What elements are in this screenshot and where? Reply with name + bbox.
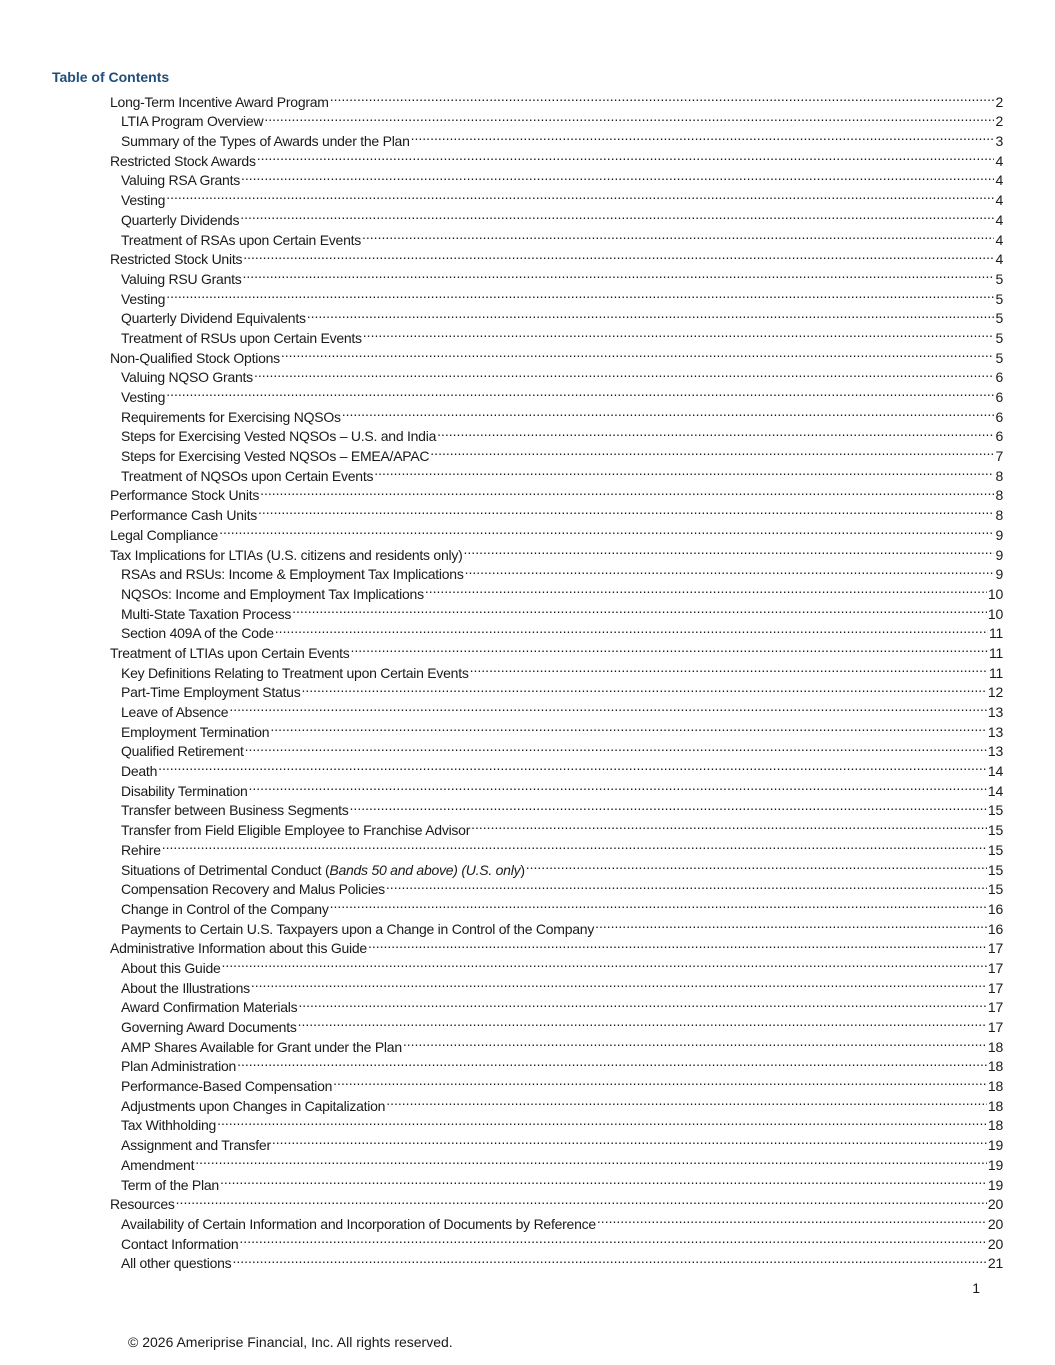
dot-leader [464,540,995,560]
dot-leader [219,520,994,540]
dot-leader [292,599,987,619]
toc-page-number: 6 [995,408,1003,425]
toc-page-number: 13 [987,704,1003,720]
dot-leader [425,579,987,599]
toc-page-number: 17 [987,940,1003,957]
toc-page-number: 5 [995,349,1003,366]
dot-leader [470,658,988,678]
dot-leader [471,815,987,835]
toc-entry-title: Administrative Information about this Guide [110,940,367,957]
dot-leader [272,1130,987,1150]
toc-entry-title: Valuing NQSO Grants [121,369,253,386]
toc-entry-title: Quarterly Dividends [121,211,240,228]
dot-leader [342,402,995,422]
dot-leader [374,461,994,481]
toc-entry-title: Valuing RSU Grants [121,270,242,287]
toc-page-number: 17 [987,999,1003,1016]
toc-entry-title: Vesting [121,290,166,307]
toc-entry-title: Death [121,763,158,780]
dot-leader [260,481,994,501]
dot-leader [298,1012,987,1032]
toc-page-number: 18 [987,1058,1003,1075]
toc-entry-title: Summary of the Types of Awards under the Plan [121,133,410,150]
toc-entry-title: Vesting [121,389,166,405]
toc-entry-title: Part-Time Employment Status [121,684,301,701]
toc-page-number: 14 [987,782,1003,799]
toc-entry-title: Contact Information [121,1235,239,1252]
toc-entry-title: Plan Administration [121,1058,237,1075]
toc-page-number: 5 [995,290,1003,307]
toc-entry-title: Performance Cash Units [110,507,258,524]
dot-leader [166,284,994,304]
dot-leader [351,638,988,658]
toc-page-number: 19 [987,1137,1003,1154]
toc-page-number: 10 [987,585,1003,602]
dot-leader [251,973,987,993]
toc-entry-title: Award Confirmation Materials [121,999,298,1016]
toc-entry-title: Legal Compliance [110,526,219,543]
dot-leader [254,363,995,383]
dot-leader [243,245,994,265]
toc-entry-title: Transfer from Field Eligible Employee to Franchise Advisor [121,822,471,839]
toc-entry-title: Availability of Certain Information and Incorporation of Documents by Reference [121,1215,596,1232]
toc-entry-title: Performance Stock Units [110,487,260,504]
toc-page-number: 2 [995,113,1003,130]
toc-page-number: 11 [988,664,1003,681]
toc-entry-title: Disability Termination [121,782,248,799]
toc-page-number: 4 [995,192,1003,209]
toc-entry-title: Qualified Retirement [121,743,244,760]
toc-page-number: 8 [995,487,1003,504]
toc-entry-title: Key Definitions Relating to Treatment upon Certain Events [121,664,469,681]
toc-page-number: 17 [987,1019,1003,1035]
dot-leader [258,500,994,520]
toc-entry-title: RSAs and RSUs: Income & Employment Tax Implications [121,566,464,583]
toc-entry-title: Situations of Detrimental Conduct (Bands 50 and above) (U.S. only) [121,861,525,878]
toc-title: Table of Contents [52,69,170,85]
toc-entry-title: Resources [110,1196,175,1213]
toc-entry-title: Steps for Exercising Vested NQSOs – EMEA/APAC [121,448,430,465]
dot-leader [281,343,995,363]
toc-entry-title: Valuing RSA Grants [121,172,240,189]
page-number: 1 [972,1280,980,1296]
dot-leader [243,264,995,284]
toc-entry-title: Term of the Plan [121,1176,219,1193]
toc-page-number: 18 [987,1078,1003,1095]
toc-page-number: 15 [987,881,1003,898]
dot-leader [239,1229,987,1249]
toc-page-number: 20 [987,1215,1003,1232]
dot-leader [430,441,994,461]
dot-leader [158,756,987,776]
toc-page-number: 15 [987,861,1003,878]
dot-leader [162,835,987,855]
dot-leader [264,107,994,127]
toc-entry-title: AMP Shares Available for Grant under the Plan [121,1038,402,1055]
toc-section-link[interactable] [0,87,1055,110]
toc-page-number: 11 [988,625,1003,642]
toc-page-number: 5 [995,270,1003,287]
toc-page-number: 8 [995,507,1003,524]
dot-leader [437,422,994,442]
toc-page-number: 21 [987,1255,1003,1272]
toc-entry-title: LTIA Program Overview [121,113,264,130]
toc-page-number: 14 [987,763,1003,780]
dot-leader [403,1032,987,1052]
toc-entry-title: Section 409A of the Code [121,625,274,642]
toc-page-number: 17 [987,959,1003,976]
dot-leader [526,855,987,875]
toc-page-number: 5 [995,329,1003,346]
toc-page-number: 13 [987,723,1003,740]
toc-entry-title: Multi-State Taxation Process [121,605,292,622]
dot-leader [595,914,987,934]
toc-page-number: 4 [995,211,1003,228]
dot-leader [386,1091,987,1111]
dot-leader [307,304,995,324]
dot-leader [166,185,994,205]
dot-leader [245,737,987,757]
toc-entry-title: Amendment [121,1156,195,1173]
toc-entry-title: Governing Award Documents [121,1019,297,1035]
dot-leader [465,560,995,580]
toc-entry-title: About this Guide [121,959,221,976]
toc-page-number: 12 [987,684,1003,701]
toc-page-number: 7 [995,448,1003,465]
dot-leader [298,993,987,1013]
toc-page-number: 6 [995,389,1003,405]
dot-leader [176,1190,987,1210]
toc-entry-title: Restricted Stock Units [110,251,243,268]
toc-page-number: 13 [987,743,1003,760]
toc-entry-title: Change in Control of the Company [121,900,329,917]
dot-leader [386,875,987,895]
toc-entry-title: Transfer between Business Segments [121,802,349,819]
toc-entry-title: Tax Withholding [121,1117,217,1134]
toc-entry-title: About the Illustrations [121,979,250,996]
dot-leader [330,87,995,107]
dot-leader [363,323,995,343]
dot-leader [270,717,987,737]
toc-entry-title: Treatment of RSUs upon Certain Events [121,329,362,346]
toc-page-number: 9 [995,526,1003,543]
toc-page-number: 19 [987,1176,1003,1193]
toc-entry-title: Restricted Stock Awards [110,152,256,169]
toc-entry-title: Quarterly Dividend Equivalents [121,310,306,327]
toc-entry-title: Performance-Based Compensation [121,1078,333,1095]
dot-leader [166,382,994,402]
toc-page-number: 3 [995,133,1003,150]
toc-page-number: 15 [987,841,1003,858]
dot-leader [232,1249,986,1269]
toc-entry-title: All other questions [121,1255,232,1272]
toc-page-number: 6 [995,369,1003,386]
toc-entry-title: Treatment of NQSOs upon Certain Events [121,467,374,484]
toc-page-number: 19 [987,1156,1003,1173]
dot-leader [368,934,987,954]
dot-leader [195,1150,987,1170]
toc-page-number: 16 [987,920,1003,937]
dot-leader [257,146,995,166]
toc-page-number: 18 [987,1097,1003,1114]
dot-leader [249,776,987,796]
dot-leader [275,619,988,639]
toc-entry-title: Long-Term Incentive Award Program [110,93,329,110]
toc-page-number: 6 [995,428,1003,445]
toc-page-number: 9 [995,566,1003,583]
dot-leader [411,126,995,146]
toc-entry-title: Assignment and Transfer [121,1137,271,1154]
toc-entry-title: Vesting [121,192,166,209]
toc-page-number: 10 [987,605,1003,622]
toc-page-number: 17 [987,979,1003,996]
dot-leader [330,894,987,914]
toc-page-number: 2 [995,93,1003,110]
toc-entry-title: Payments to Certain U.S. Taxpayers upon a Change in Control of the Company [121,920,595,937]
toc-entry-title: Employment Termination [121,723,270,740]
toc-page-number: 9 [995,546,1003,563]
toc-page-number: 15 [987,802,1003,819]
toc-page-number: 4 [995,231,1003,248]
dot-leader [241,166,994,186]
toc-page-number: 8 [995,467,1003,484]
toc-page-number: 20 [987,1235,1003,1252]
toc-page-number: 5 [995,310,1003,327]
dot-leader [220,1170,987,1190]
toc-page-number: 4 [995,152,1003,169]
toc-page-number: 18 [987,1038,1003,1055]
dot-leader [222,953,987,973]
toc-entry-title: Treatment of LTIAs upon Certain Events [110,644,350,661]
toc-subsection-link[interactable] [0,756,1055,780]
toc-page-number: 18 [987,1117,1003,1134]
toc-entry-title: Leave of Absence [121,704,229,720]
toc-entry-title: Compensation Recovery and Malus Policies [121,881,385,898]
dot-leader [333,1071,987,1091]
toc-page-number: 11 [988,644,1003,661]
toc-subsection-link[interactable] [0,776,1055,799]
table-of-contents [0,87,1055,1272]
toc-entry-title: Requirements for Exercising NQSOs [121,408,341,425]
toc-entry-title: Tax Implications for LTIAs (U.S. citizens and residents only) [110,546,463,563]
dot-leader [597,1209,987,1229]
dot-leader [240,205,994,225]
dot-leader [217,1111,987,1131]
toc-page-number: 4 [995,251,1003,268]
toc-page-number: 15 [987,822,1003,839]
dot-leader [350,796,987,816]
toc-entry-title: Treatment of RSAs upon Certain Events [121,231,362,248]
toc-page-number: 4 [995,172,1003,189]
toc-entry-title: Non-Qualified Stock Options [110,349,280,366]
dot-leader [229,697,987,717]
dot-leader [362,225,994,245]
dot-leader [237,1052,987,1072]
toc-entry-title: Steps for Exercising Vested NQSOs – U.S. and India [121,428,437,445]
copyright-footer: © 2026 Ameriprise Financial, Inc. All rights reserved. [128,1334,453,1350]
dot-leader [301,678,986,698]
toc-entry-title: Adjustments upon Changes in Capitalization [121,1097,386,1114]
toc-page-number: 16 [987,900,1003,917]
toc-page-number: 20 [987,1196,1003,1213]
toc-entry-title: Rehire [121,841,161,858]
toc-entry-title: NQSOs: Income and Employment Tax Implications [121,585,424,602]
